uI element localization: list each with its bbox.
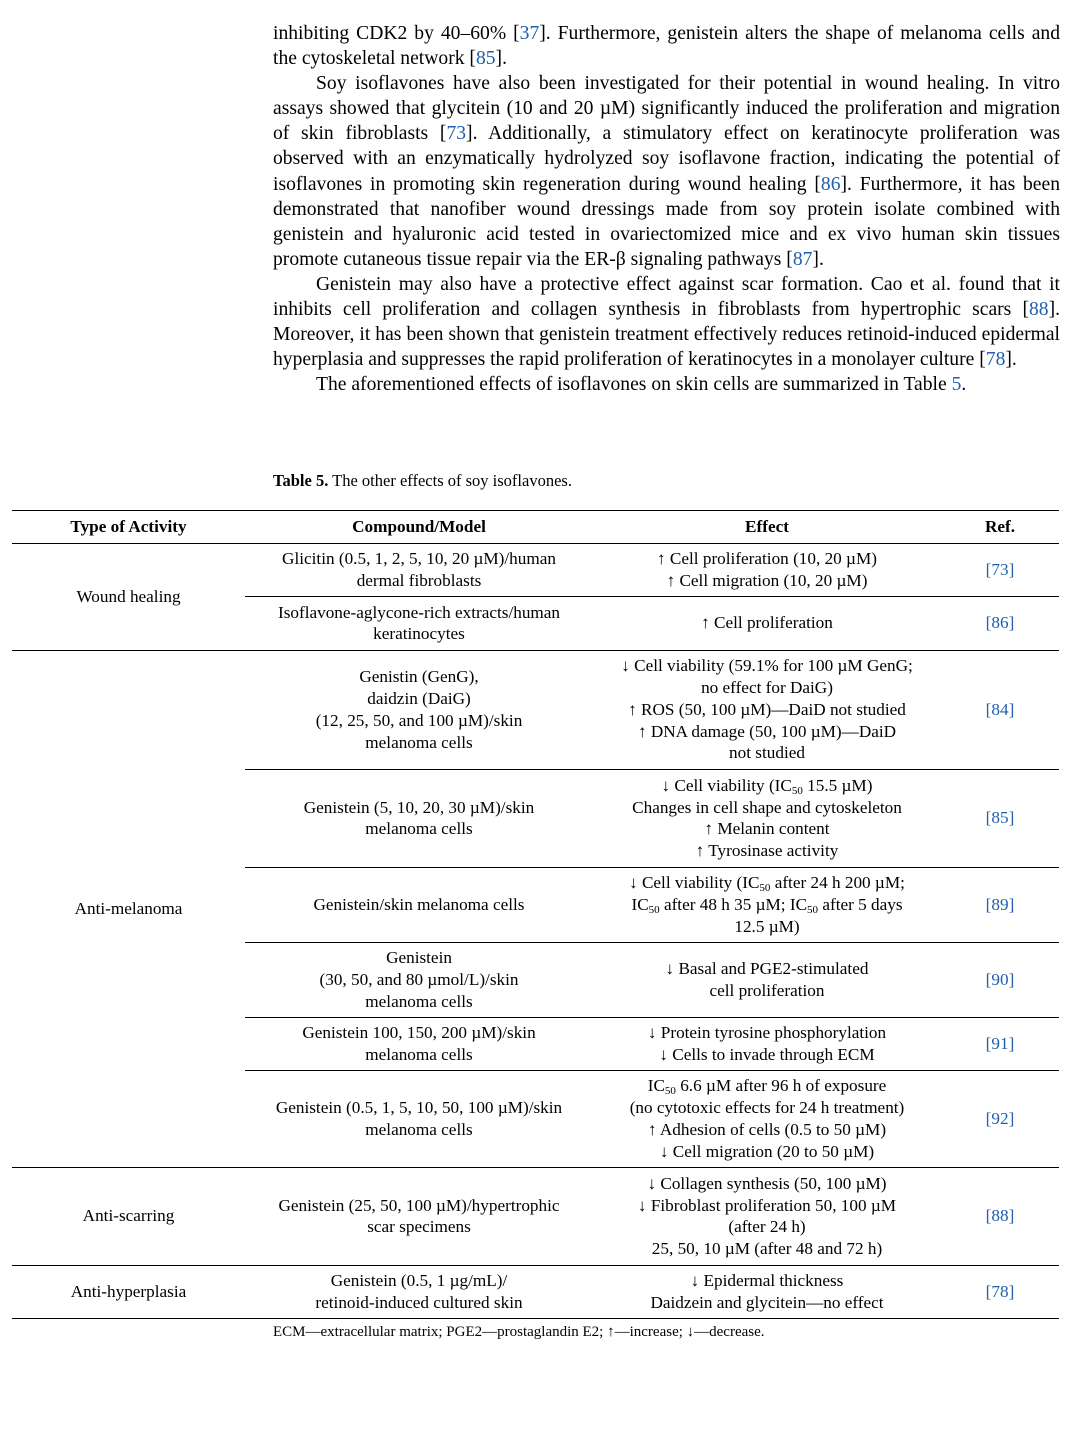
table-row — [12, 543, 1059, 596]
ref-link[interactable]: [86] — [941, 596, 1059, 650]
header-compound: Compound/Model — [245, 511, 593, 544]
text-run: Genistein may also have a protective effect against scar formation. Cao et al. found that it inhibits cell proliferation and collagen synthesis in fibroblasts from hypertrophic scars [ — [273, 273, 1060, 321]
table-row — [12, 1167, 1059, 1265]
table-row — [12, 650, 1059, 769]
compound-cell: Genistein (30, 50, and 80 µmol/L)/skin melanoma cells — [245, 942, 593, 1017]
text-run: ]. Moreover, it has been shown that genistein treatment effectively reduces retinoid-induced epidermal hyperplasia and suppresses the rapid proliferation of keratinocytes in a monolayer culture [ — [273, 299, 1060, 371]
group-wound-healing: Wound healing — [76, 586, 181, 606]
citation-link[interactable]: 86 — [820, 173, 841, 195]
paragraph-4 — [273, 372, 1060, 397]
ref-link[interactable]: [73] — [985, 559, 1015, 579]
effect-cell: ↓ Basal and PGE2-stimulated cell proliferation — [593, 942, 941, 1017]
effect-cell: ↓ Cell viability ($IC_{50}$ 15.5 µM) Changes in cell shape and cytoskeleton ↑ Melanin content ↑ Tyrosinase activity — [593, 769, 941, 867]
effect-cell: $IC_{50}$ 6.6 µM after 96 h of exposure (no cytotoxic effects for 24 h treatment) ↑ Adhesion of cells (0.5 to 50 µM) ↓ Cell migration (20 to 50 µM) — [593, 1070, 941, 1167]
text-run: ]. Furthermore, genistein alters the shape of melanoma cells and the cytoskeletal network [ — [273, 23, 1060, 70]
table-label: Table 5. — [273, 471, 329, 490]
effect-cell: ↓ Collagen synthesis (50, 100 µM) ↓ Fibroblast proliferation 50, 100 µM (after 24 h) 25, 50, 10 µM (after 48 and 72 h) — [593, 1167, 941, 1265]
citation-link[interactable]: 37 — [519, 23, 540, 44]
ref-link[interactable]: [89] — [941, 867, 1059, 942]
text-run: ]. — [812, 248, 824, 270]
table-link[interactable]: 5 — [951, 374, 962, 396]
ref-link[interactable]: [85] — [941, 769, 1059, 867]
ref-link[interactable]: [91] — [941, 1017, 1059, 1070]
effect-cell: ↑ Cell proliferation (10, 20 µM) ↑ Cell migration (10, 20 µM) — [657, 549, 877, 590]
text-run: Soy isoflavones have also been investigated for their potential in wound healing. In vitro assays showed that glycitein (10 and 20 µM) significantly induced the proliferation and migration of skin fibroblasts [ — [273, 73, 1060, 145]
ref-link[interactable]: [90] — [941, 942, 1059, 1017]
ref-link[interactable]: [84] — [941, 650, 1059, 769]
citation-link[interactable]: 87 — [792, 248, 813, 270]
paragraph-2 — [273, 71, 1060, 272]
paragraph-1 — [273, 21, 1060, 71]
effect-cell: ↓ Protein tyrosine phosphorylation ↓ Cells to invade through ECM — [593, 1017, 941, 1070]
effects-table — [12, 510, 1059, 1319]
citation-link[interactable]: 85 — [475, 48, 496, 70]
ref-link[interactable]: [88] — [941, 1167, 1059, 1265]
text-run: ]. — [1005, 349, 1017, 371]
text-run: . — [961, 374, 967, 396]
compound-cell: Genistin (GenG), daidzin (DaiG) (12, 25, 50, and 100 µM)/skin melanoma cells — [245, 650, 593, 769]
header-effect: Effect — [593, 511, 941, 544]
citation-link[interactable]: 73 — [446, 123, 467, 145]
compound-cell: Genistein (0.5, 1, 5, 10, 50, 100 µM)/skin melanoma cells — [245, 1070, 593, 1167]
group-anti-hyperplasia: Anti-hyperplasia — [12, 1265, 245, 1318]
compound-cell: Genistein/skin melanoma cells — [245, 867, 593, 942]
text-run: ]. Additionally, a stimulatory effect on keratinocyte proliferation was observed with an enzymatically hydrolyzed soy isoflavone fraction, indicating the potential of isoflavones in promoting skin regeneration during wound healing [ — [273, 123, 1060, 195]
table-row — [12, 1265, 1059, 1318]
caption-text: The other effects of soy isoflavones. — [328, 471, 572, 490]
table-footnote: ECM—extracellular matrix; PGE2—prostaglandin E2; ↑—increase; ↓—decrease. — [273, 1324, 765, 1340]
ref-link[interactable]: [92] — [941, 1070, 1059, 1167]
compound-cell: Glicitin (0.5, 1, 2, 5, 10, 20 µM)/human dermal fibroblasts — [282, 549, 556, 590]
group-anti-melanoma: Anti-melanoma — [12, 650, 245, 1167]
compound-cell: Genistein (0.5, 1 µg/mL)/ retinoid-induced cultured skin — [245, 1265, 593, 1318]
citation-link[interactable]: 78 — [985, 349, 1006, 371]
header-type: Type of Activity — [12, 511, 245, 544]
text-run: ]. Furthermore, it has been demonstrated that nanofiber wound dressings made from soy protein isolate combined with genistein and hyaluronic acid tested in ovariectomized mice and ex vivo human skin tissues promote cutaneous tissue repair via the ER-β signaling pathways [ — [273, 173, 1060, 270]
effect-cell: ↑ Cell proliferation — [593, 596, 941, 650]
effect-cell: ↓ Cell viability ($IC_{50}$ after 24 h 200 µM; $IC_{50}$ after 48 h 35 µM; $IC_{50}$ after 5 days 12.5 µM) — [593, 867, 941, 942]
effect-cell: ↓ Epidermal thickness Daidzein and glycitein—no effect — [593, 1265, 941, 1318]
text-run: The aforementioned effects of isoflavones on skin cells are summarized in Table — [316, 374, 952, 396]
compound-cell: Genistein (5, 10, 20, 30 µM)/skin melanoma cells — [245, 769, 593, 867]
compound-cell: Genistein 100, 150, 200 µM)/skin melanoma cells — [245, 1017, 593, 1070]
table-header-row — [12, 511, 1059, 544]
compound-cell: Isoflavone-aglycone-rich extracts/human keratinocytes — [245, 596, 593, 650]
effect-cell: ↓ Cell viability (59.1% for 100 µM GenG; no effect for DaiG) ↑ ROS (50, 100 µM)—DaiD not studied ↑ DNA damage (50, 100 µM)—DaiD not studied — [593, 650, 941, 769]
text-run: ]. — [495, 48, 507, 70]
ref-link[interactable]: [78] — [941, 1265, 1059, 1318]
table-caption — [273, 470, 572, 492]
group-anti-scarring: Anti-scarring — [12, 1167, 245, 1265]
body-text — [273, 21, 1060, 397]
citation-link[interactable]: 88 — [1028, 299, 1049, 321]
text-run: inhibiting CDK2 by 40–60% [ — [273, 23, 520, 44]
compound-cell: Genistein (25, 50, 100 µM)/hypertrophic scar specimens — [245, 1167, 593, 1265]
paragraph-3 — [273, 272, 1060, 372]
header-ref: Ref. — [941, 511, 1059, 544]
